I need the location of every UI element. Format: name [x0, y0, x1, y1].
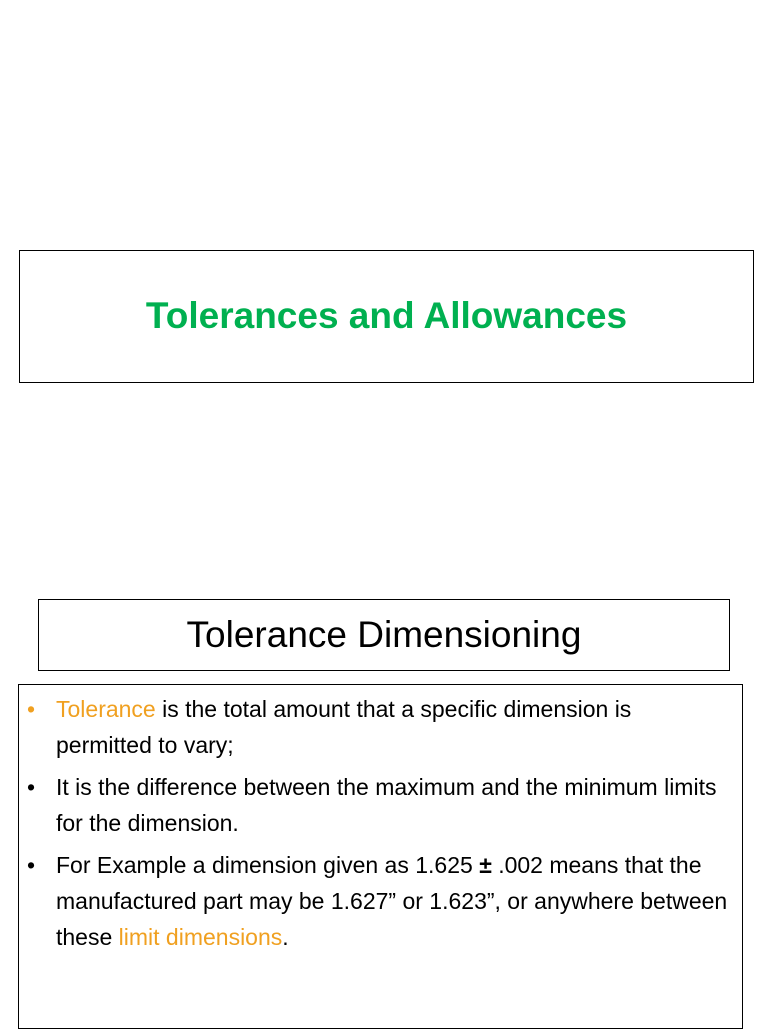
bullet-icon: • — [27, 774, 36, 800]
content-box — [18, 684, 743, 1029]
plus-minus-symbol: ± — [479, 852, 492, 878]
slide-title: Tolerances and Allowances — [145, 294, 628, 336]
title-slide-box — [19, 250, 754, 383]
bullet-text: For Example a dimension given as 1.625 — [56, 852, 480, 878]
bullet-difference — [19, 769, 732, 841]
limit-dimensions-term: limit dimensions — [118, 924, 283, 950]
bullet-text: It is the difference between the maximum and the minimum limits for the dimension. — [56, 774, 717, 836]
bullet-example — [19, 847, 732, 955]
tolerance-term: Tolerance — [56, 696, 156, 722]
bullet-list — [19, 685, 742, 955]
bullet-tolerance-definition — [19, 691, 732, 763]
bullet-text: .002 means that the manufactured part may be 1.627” or 1.623”, or anywhere between these — [56, 852, 728, 950]
bullet-text: is the total amount that a specific dimension is permitted to vary; — [56, 696, 632, 758]
section-title-box — [38, 599, 730, 671]
bullet-text: . — [282, 924, 289, 950]
bullet-icon: • — [27, 852, 36, 878]
section-title: Tolerance Dimensioning — [186, 614, 582, 655]
bullet-icon: • — [27, 696, 36, 722]
